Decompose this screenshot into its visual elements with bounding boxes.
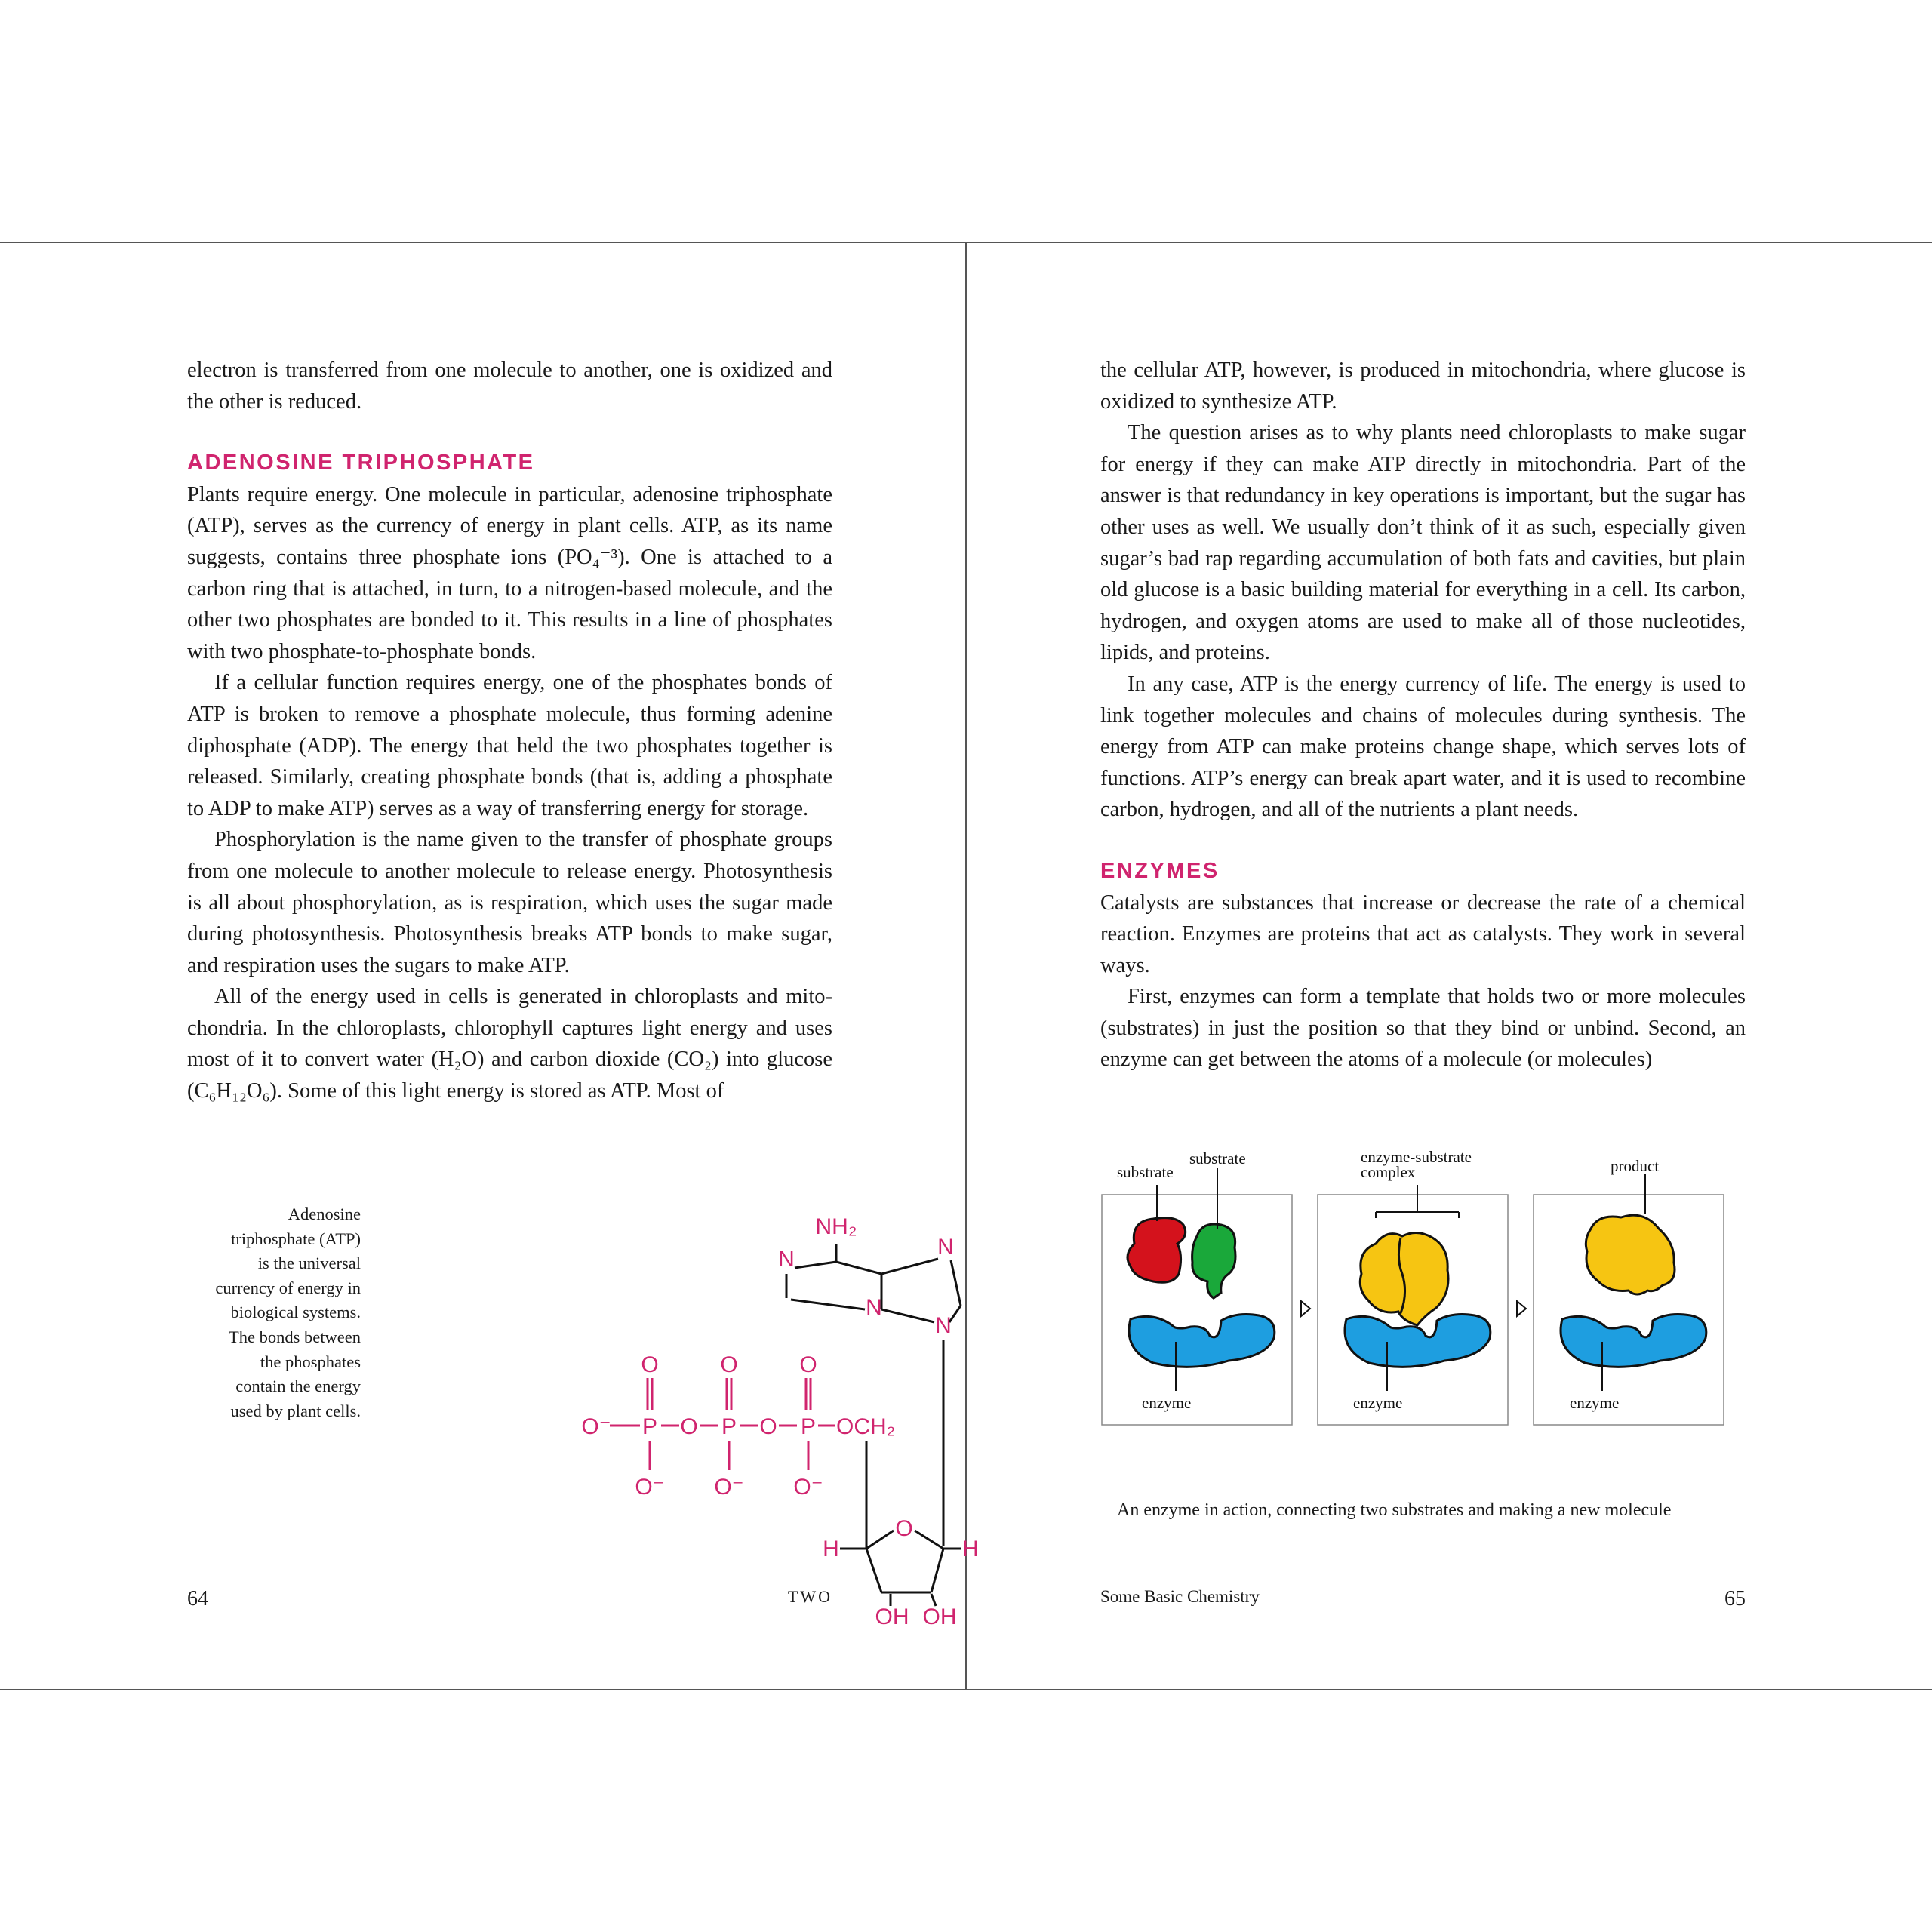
enzyme-shape: [1561, 1315, 1706, 1367]
caption-line: The bonds between: [229, 1327, 361, 1346]
running-head-right: Some Basic Chemistry: [1100, 1587, 1260, 1606]
bond: [915, 1531, 943, 1549]
label-substrate: substrate: [1117, 1163, 1174, 1181]
atp-label-n: N: [778, 1247, 795, 1272]
substrate-green: [1192, 1224, 1235, 1298]
atp-label-h: H: [823, 1537, 839, 1561]
bond: [795, 1262, 836, 1268]
atp-label-o-minus: O⁻: [793, 1475, 823, 1500]
caption-line: biological systems.: [230, 1303, 361, 1322]
enzyme-figure-caption: An enzyme in action, connecting two substrates and making a new molecule: [1117, 1500, 1672, 1520]
caption-line: is the universal: [257, 1254, 361, 1273]
atp-label-p: P: [721, 1414, 737, 1439]
label-enzyme: enzyme: [1570, 1394, 1620, 1412]
caption-line: contain the energy: [235, 1377, 361, 1396]
paragraph: Phosphorylation is the name given to the transfer of phosphate groups from one molecule to another molecule to release energy. Photosynthesis is all about phosphorylation, as is respiration, which uses the sugar made during photosynthesis. Photosynthesis breaks ATP bonds to make sugar, and respiration uses the sugars to make ATP.: [187, 828, 832, 977]
atp-label-h: H: [962, 1537, 979, 1561]
bond: [791, 1300, 865, 1309]
enzyme-figure: [1100, 1123, 1746, 1440]
heading-enzymes: ENZYMES: [1100, 858, 1220, 883]
atp-label-o: O: [799, 1352, 817, 1377]
caption-line: triphosphate (ATP): [231, 1229, 361, 1248]
label-enzyme: enzyme: [1142, 1394, 1192, 1412]
paragraph: All of the energy used in cells is generated in chloroplasts and mitochondria. In the chloroplasts, chlorophyll captures light energy and uses most of it to convert water (H₂O) and carbon dioxide (CO₂) into glucose (C₆H₁₂O₆). Some of this light energy is stored as ATP. Most of: [187, 985, 832, 1103]
atp-label-o-minus: O⁻: [635, 1475, 665, 1500]
right-body-text: [1100, 355, 1746, 1075]
bond: [866, 1531, 894, 1549]
paragraph: The question arises as to why plants need chloroplasts to make sugar for energy if they can make ATP directly in mitochondria. Part of the answer is that redundancy in key operations is important, but the sugar has other uses as well. We usually don’t think of it as such, especially given sugar’s bad rap regarding accumulation of both fats and cavities, but plain old glucose is a basic building material for everything in a cell. Its carbon, hydrogen, and oxygen atoms are used to make all of those nucleotides, lipids, and proteins.: [1100, 421, 1746, 665]
atp-label-nh2: NH₂: [815, 1214, 857, 1239]
atp-label-n: N: [937, 1235, 954, 1260]
caption-line: used by plant cells.: [230, 1401, 361, 1420]
substrate-red: [1128, 1218, 1186, 1283]
label-complex: complex: [1361, 1163, 1416, 1181]
page-number-right: 65: [1724, 1587, 1746, 1611]
bond: [866, 1549, 881, 1592]
paragraph: Plants require energy. One molecule in particular, adenosine triphosphate (ATP), serves as the currency of energy in plant cells. ATP, as its name suggests, contains three phosphate ions (PO₄⁻³). One is attached to a carbon ring that is attached, in turn, to a nitrogen-based molecule, and the other two phosphates are bonded to it. This results in a line of phosphates with two phosphate-to-phosphate bonds.: [187, 482, 832, 663]
caption-line: Adenosine: [288, 1204, 361, 1223]
enzyme-shape: [1129, 1315, 1275, 1367]
paragraph: In any case, ATP is the energy currency of life. The energy is used to link together molecules and chains of molecules during synthesis. The energy from ATP can make proteins change shape, which serves lots of functions. ATP’s energy can break apart water, and it is used to recombine carbon, hydrogen, and all of the nutrients a plant needs.: [1100, 672, 1746, 822]
bond: [931, 1549, 943, 1592]
page-number-left: 64: [187, 1587, 208, 1611]
atp-label-ring-o: O: [895, 1516, 913, 1541]
caption-line: the phosphates: [260, 1352, 361, 1371]
atp-label-o: O: [680, 1414, 698, 1439]
arrow-icon: [1301, 1301, 1310, 1316]
atp-label-n: N: [935, 1313, 952, 1338]
bond: [836, 1262, 881, 1274]
atp-structure-diagram: [383, 1185, 1010, 1804]
left-body-text: [187, 355, 832, 1107]
atp-label-och2: OCH₂: [836, 1414, 896, 1439]
label-enzyme: enzyme: [1353, 1394, 1403, 1412]
paragraph: Catalysts are substances that increase or decrease the rate of a chemical reaction. Enzymes are proteins that act as catalysts. They work in several ways.: [1100, 891, 1746, 977]
atp-label-oh: OH: [875, 1604, 909, 1629]
atp-caption: [149, 1202, 361, 1423]
atp-label-n: N: [866, 1295, 882, 1320]
label-product: product: [1611, 1157, 1660, 1175]
product-yellow: [1586, 1215, 1675, 1294]
label-complex: enzyme-substrate: [1361, 1148, 1472, 1166]
caption-line: currency of energy in: [215, 1278, 361, 1297]
atp-label-o-minus: O⁻: [581, 1414, 611, 1439]
paragraph: If a cellular function requires energy, one of the phosphates bonds of ATP is broken to remove a phosphate molecule, thus forming adenine diphosphate (ADP). The energy that held the two phosphates together is released. Similarly, creating phosphate bonds (that is, adding a phosphate to ADP to make ATP) serves as a way of transferring energy for storage.: [187, 671, 832, 820]
heading-atp: ADENOSINE TRIPHOSPHATE: [187, 451, 535, 475]
atp-label-oh: OH: [922, 1604, 957, 1629]
atp-label-o: O: [720, 1352, 738, 1377]
arrow-icon: [1517, 1301, 1526, 1316]
running-head-left: TWO: [787, 1587, 832, 1606]
bond: [881, 1259, 938, 1274]
panel-frame: [1102, 1195, 1292, 1425]
bond: [881, 1309, 934, 1322]
paragraph: First, enzymes can form a template that holds two or more molecules (substrates) in just the position so that they bind or unbind. Second, an enzyme can get between the atoms of a molecule (or molecules): [1100, 985, 1746, 1072]
atp-label-p: P: [641, 1414, 658, 1439]
paragraph: the cellular ATP, however, is produced in mitochondria, where glucose is oxidized to synthesize ATP.: [1100, 358, 1746, 414]
bond: [951, 1260, 961, 1306]
atp-label-o: O: [641, 1352, 659, 1377]
atp-label-o-minus: O⁻: [714, 1475, 744, 1500]
paragraph: electron is transferred from one molecule to another, one is oxidized and the other is reduced.: [187, 358, 832, 414]
atp-label-p: P: [800, 1414, 817, 1439]
left-page: [187, 242, 979, 1690]
right-page: [1100, 242, 1746, 1690]
atp-label-o: O: [759, 1414, 777, 1439]
label-substrate: substrate: [1189, 1149, 1246, 1168]
